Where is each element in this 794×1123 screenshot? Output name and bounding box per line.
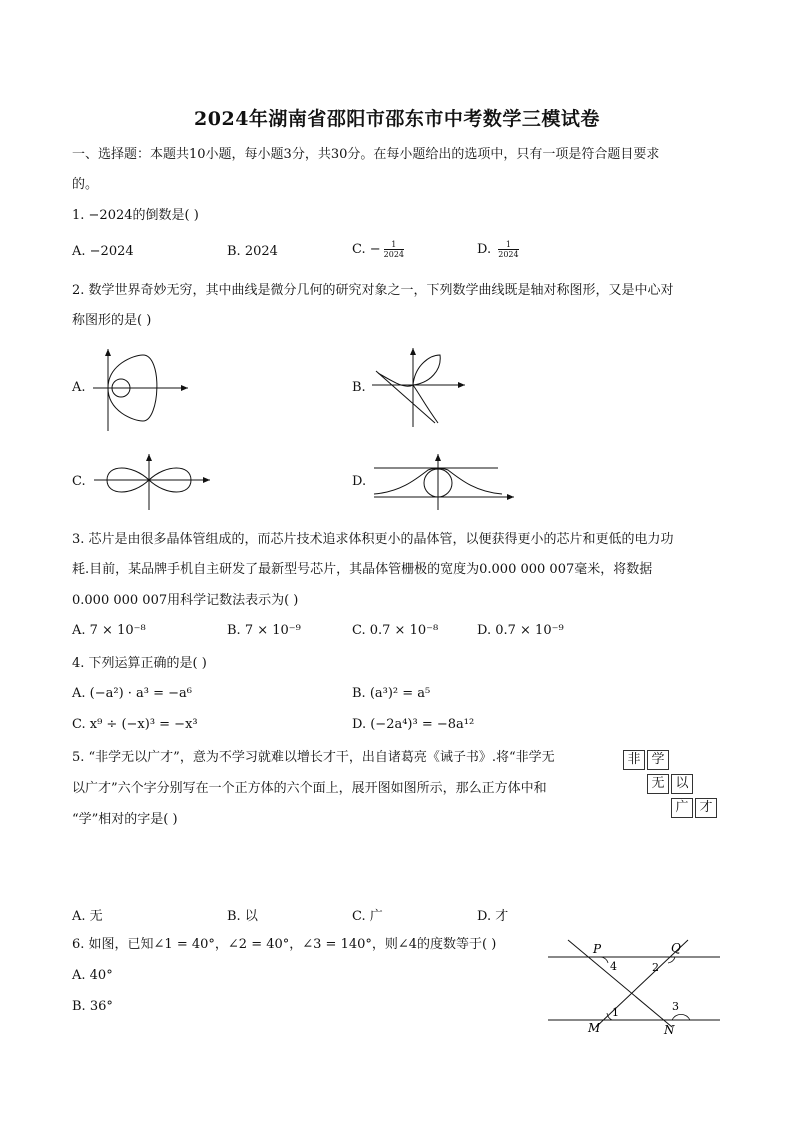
q6-option-b: B. 36°: [72, 999, 113, 1014]
q2-option-d-label: D.: [352, 474, 367, 489]
q2-option-a-label: A.: [72, 380, 86, 395]
q5-option-b: B. 以: [227, 909, 258, 924]
net-face-yi: 以: [671, 774, 693, 794]
q1-d-denominator: 2024: [498, 250, 519, 259]
section-instructions-line2: 的。: [72, 177, 99, 192]
q4-option-c: C. x⁹ ÷ (−x)³ = −x³: [72, 717, 198, 732]
q6-figure-parallel-lines: [540, 935, 725, 1040]
net-face-wu: 无: [647, 774, 669, 794]
label-point-n: N: [664, 1023, 675, 1037]
q3-option-d: D. 0.7 × 10⁻⁹: [477, 623, 564, 638]
q4-option-d: D. (−2a⁴)³ = −8a¹²: [352, 717, 475, 732]
q5-cube-net: [623, 750, 721, 822]
q3-option-b: B. 7 × 10⁻⁹: [227, 623, 301, 638]
q4-option-a: A. (−a²) · a³ = −a⁶: [72, 686, 193, 701]
label-point-m: M: [588, 1021, 601, 1035]
q3-stem-line3: 0.000 000 007用科学记数法表示为( ): [72, 593, 299, 608]
q5-stem-line1: 5. “非学无以广才”，意为不学习就难以增长才干，出自诸葛亮《诫子书》.将“非学无: [72, 750, 555, 765]
q1-option-b: B. 2024: [227, 244, 278, 259]
q1-option-d-fraction: [498, 240, 518, 259]
label-angle-3: 3: [672, 1000, 679, 1013]
q2-option-b-label: B.: [352, 380, 366, 395]
q1-option-c: [352, 240, 404, 259]
q6-stem: 6. 如图，已知∠1 = 40°，∠2 = 40°，∠3 = 140°，则∠4的度数等于( ): [72, 937, 497, 952]
label-point-q: Q: [671, 941, 681, 955]
q2-option-c-label: C.: [72, 474, 86, 489]
page-title: 2024年湖南省邵阳市邵东市中考数学三模试卷: [194, 108, 600, 130]
q1-d-numerator: 1: [498, 240, 518, 250]
label-point-p: P: [593, 942, 602, 956]
q5-stem-line2: 以广才”六个字分别写在一个正方体的六个面上，展开图如图所示，那么正方体中和: [72, 781, 547, 796]
q1-c-denominator: 2024: [383, 250, 404, 259]
q2-stem-line2: 称图形的是( ): [72, 313, 152, 328]
q5-option-c: C. 广: [352, 909, 383, 924]
q3-stem-line2: 耗.目前，某品牌手机自主研发了最新型号芯片，其晶体管栅极的宽度为0.000 000 007毫米，将数据: [72, 562, 653, 577]
q2-stem-line1: 2. 数学世界奇妙无穷，其中曲线是微分几何的研究对象之一，下列数学曲线既是轴对称图形，又是中心对: [72, 283, 674, 298]
q2-figure-a-limacon: [88, 345, 198, 435]
q5-option-d: D. 才: [477, 909, 509, 924]
label-angle-4: 4: [610, 960, 617, 973]
q5-stem-line3: “学”相对的字是( ): [72, 812, 178, 827]
label-angle-2: 2: [652, 961, 659, 974]
net-face-guang: 广: [671, 798, 693, 818]
q1-c-numerator: 1: [384, 240, 404, 250]
q1-option-d: [477, 240, 519, 259]
q2-figure-d-witch-of-agnesi: [370, 452, 520, 512]
q1-option-d-prefix: D.: [477, 242, 496, 257]
q2-figure-b-folium: [370, 345, 470, 430]
q3-option-a: A. 7 × 10⁻⁸: [72, 623, 146, 638]
net-face-fei: 非: [623, 750, 645, 770]
label-angle-1: 1: [612, 1006, 619, 1019]
q4-option-b: B. (a³)² = a⁵: [352, 686, 431, 701]
net-face-cai: 才: [695, 798, 717, 818]
q1-option-c-prefix: C. −: [352, 242, 381, 257]
q3-stem-line1: 3. 芯片是由很多晶体管组成的，而芯片技术追求体积更小的晶体管，以便获得更小的芯片和更低的电力功: [72, 532, 674, 547]
net-face-xue: 学: [647, 750, 669, 770]
section-instructions-line1: 一、选择题：本题共10小题，每小题3分，共30分。在每小题给出的选项中，只有一项是符合题目要求: [72, 147, 660, 162]
q2-figure-c-lemniscate: [92, 452, 214, 512]
q1-option-a: A. −2024: [72, 244, 134, 259]
q1-stem: 1. −2024的倒数是( ): [72, 208, 199, 223]
q4-stem: 4. 下列运算正确的是( ): [72, 656, 207, 671]
q5-option-a: A. 无: [72, 909, 103, 924]
q3-option-c: C. 0.7 × 10⁻⁸: [352, 623, 439, 638]
q1-option-c-fraction: [384, 240, 404, 259]
q6-option-a: A. 40°: [72, 968, 113, 983]
